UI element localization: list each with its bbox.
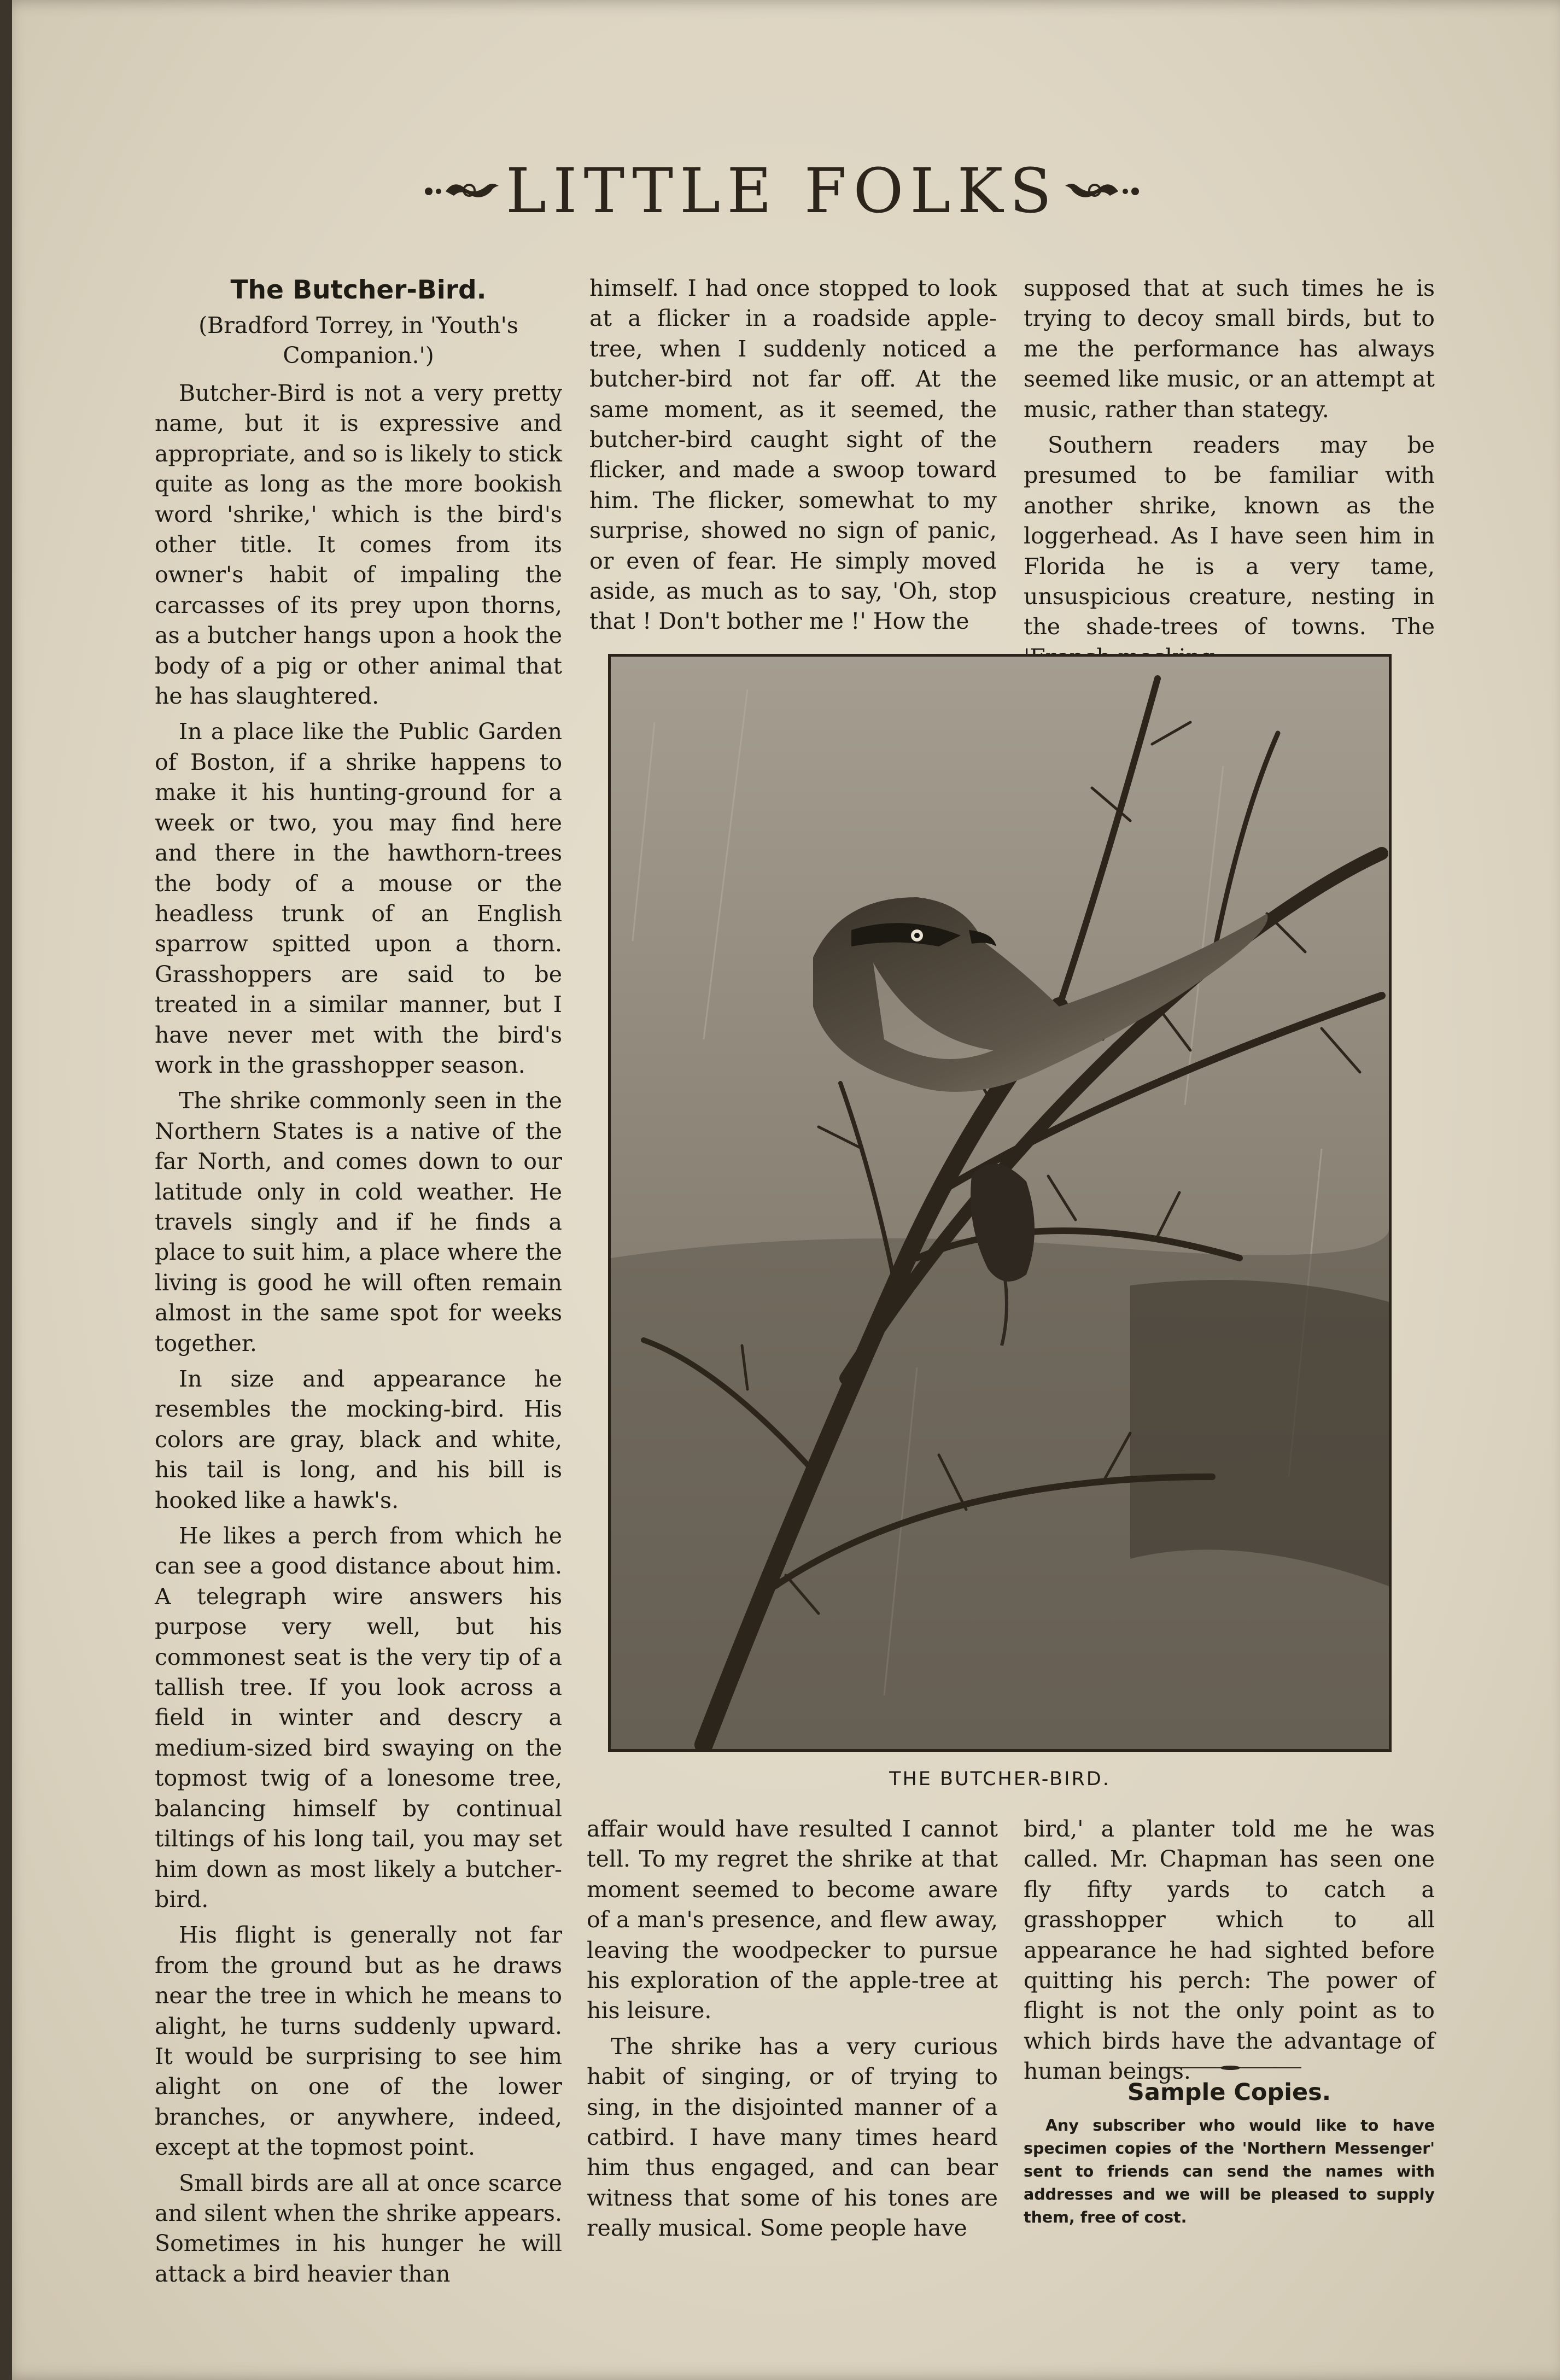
article-column-2-bottom [587,1814,998,2244]
paragraph: In size and appearance he resembles the mocking-bird. His colors are gray, black and white, his tail is long, and his bill is hooked like a hawk's. [155,1366,562,1513]
paragraph: himself. I had once stopped to look at a flicker in a roadside apple-tree, when I suddenly noticed a butcher-bird not far off. At the same moment, as it seemed, the butcher-bird caught sight of the flicker, and made a swoop toward him. The flicker, somewhat to my surprise, showed no sign of panic, or even of fear. He simply moved aside, as much as to say, 'Oh, stop that ! Don't bother me !' How the [589,275,997,635]
divider-rule [1159,2065,1301,2071]
article-headline: The Butcher-Bird. [230,275,487,305]
masthead-title: LITTLE FOLKS [505,156,1059,227]
paragraph: The shrike has a very curious habit of singing, or of trying to sing, in the disjointed manner of a catbird. I have many times heard him thus engaged, and can bear witness that some of his tones are really musical. Some people have [587,2033,998,2242]
left-ornament-icon [421,179,503,204]
paragraph: Southern readers may be presumed to be familiar with another shrike, known as the loggerhead. As I have seen him in Florida he is a very tame, unsuspicious creature, nesting in the shade-trees of towns. The [1024,432,1435,640]
butcher-bird-illustration [608,654,1392,1752]
page-binding-edge [0,0,12,2380]
article-column-2-top [589,273,997,637]
article-column-3-bottom [1024,1814,1435,2087]
paragraph: His flight is generally not far from the ground but as he draws near the tree in which he means to alight, he turns suddenly upward. It would be surprising to see him alight on one of the lower branches, or anywhere, indeed, except at the topmost point. [155,1922,562,2161]
paragraph: supposed that at such times he is trying to decoy small birds, but to me the performance has always seemed like music, or an attempt at music, rather than stategy. [1024,275,1435,423]
paragraph: bird,' a planter told me he was called. Mr. Chapman has seen one fly fifty yards to catch a grasshopper which to all appearance he had sighted before quitting his perch: The power of flight is not the only point as to which birds have the advantage of human beings. [1024,1816,1435,2085]
article-byline: (Bradford Torrey, in 'Youth's Companion.') [198,312,518,369]
masthead [383,150,1181,232]
right-ornament-icon [1061,179,1143,204]
shrike-on-thorn-branch-icon [611,657,1389,1749]
paragraph: The shrike commonly seen in the Northern States is a native of the far North, and comes down to our latitude only in cold weather. He travels singly and if he finds a place to suit him, a place where the living is good he will often remain almost in the same spot for weeks together. [155,1087,562,1356]
paragraph: Butcher-Bird is not a very pretty name, but it is expressive and appropriate, and so is likely to stick quite as long as the more bookish word 'shrike,' which is the bird's other title. It comes from its owner's habit of impaling the carcasses of its prey upon thorns, as a butcher hangs upon a hook the body of a pig or other animal that he has slaughtered. [155,380,562,710]
paragraph: affair would have resulted I cannot tell. To my regret the shrike at that moment seemed to become aware of a man's presence, and flew away, leaving the woodpecker to pursue his exploration of the apple-tree at his leisure. [587,1816,998,2024]
sample-copies-title: Sample Copies. [1127,2079,1331,2106]
paragraph: Small birds are all at once scarce and silent when the shrike appears. Sometimes in his hunger he will attack a bird heavier than [155,2170,562,2287]
paragraph: He likes a perch from which he can see a good distance about him. A telegraph wire answers his purpose very well, but his commonest seat is the very tip of a tallish tree. If you look across a field in winter and descry a medium-sized bird swaying on the topmost twig of a lonesome tree, balancing himself by continual tiltings of his long tail, you may set him down as most likely a butcher-bird. [155,1523,562,1913]
article-column-3-top [1024,273,1435,673]
figure-caption: THE BUTCHER-BIRD. [889,1768,1111,1790]
article-column-1 [155,273,562,2289]
paragraph: In a place like the Public Garden of Boston, if a shrike happens to make it his hunting-ground for a week or two, you may find here and there in the hawthorn-trees the body of a mouse or the headless trunk of an English sparrow spitted upon a thorn. Grasshoppers are said to be treated in a similar manner, but I have never met with the bird's work in the grasshopper season. [155,718,562,1078]
sample-copies-notice: Any subscriber who would like to have specimen copies of the 'Northern Messenger' sent to friends can send the names with addresses and we will be pleased to supply them, free of cost. [1024,2116,1435,2226]
